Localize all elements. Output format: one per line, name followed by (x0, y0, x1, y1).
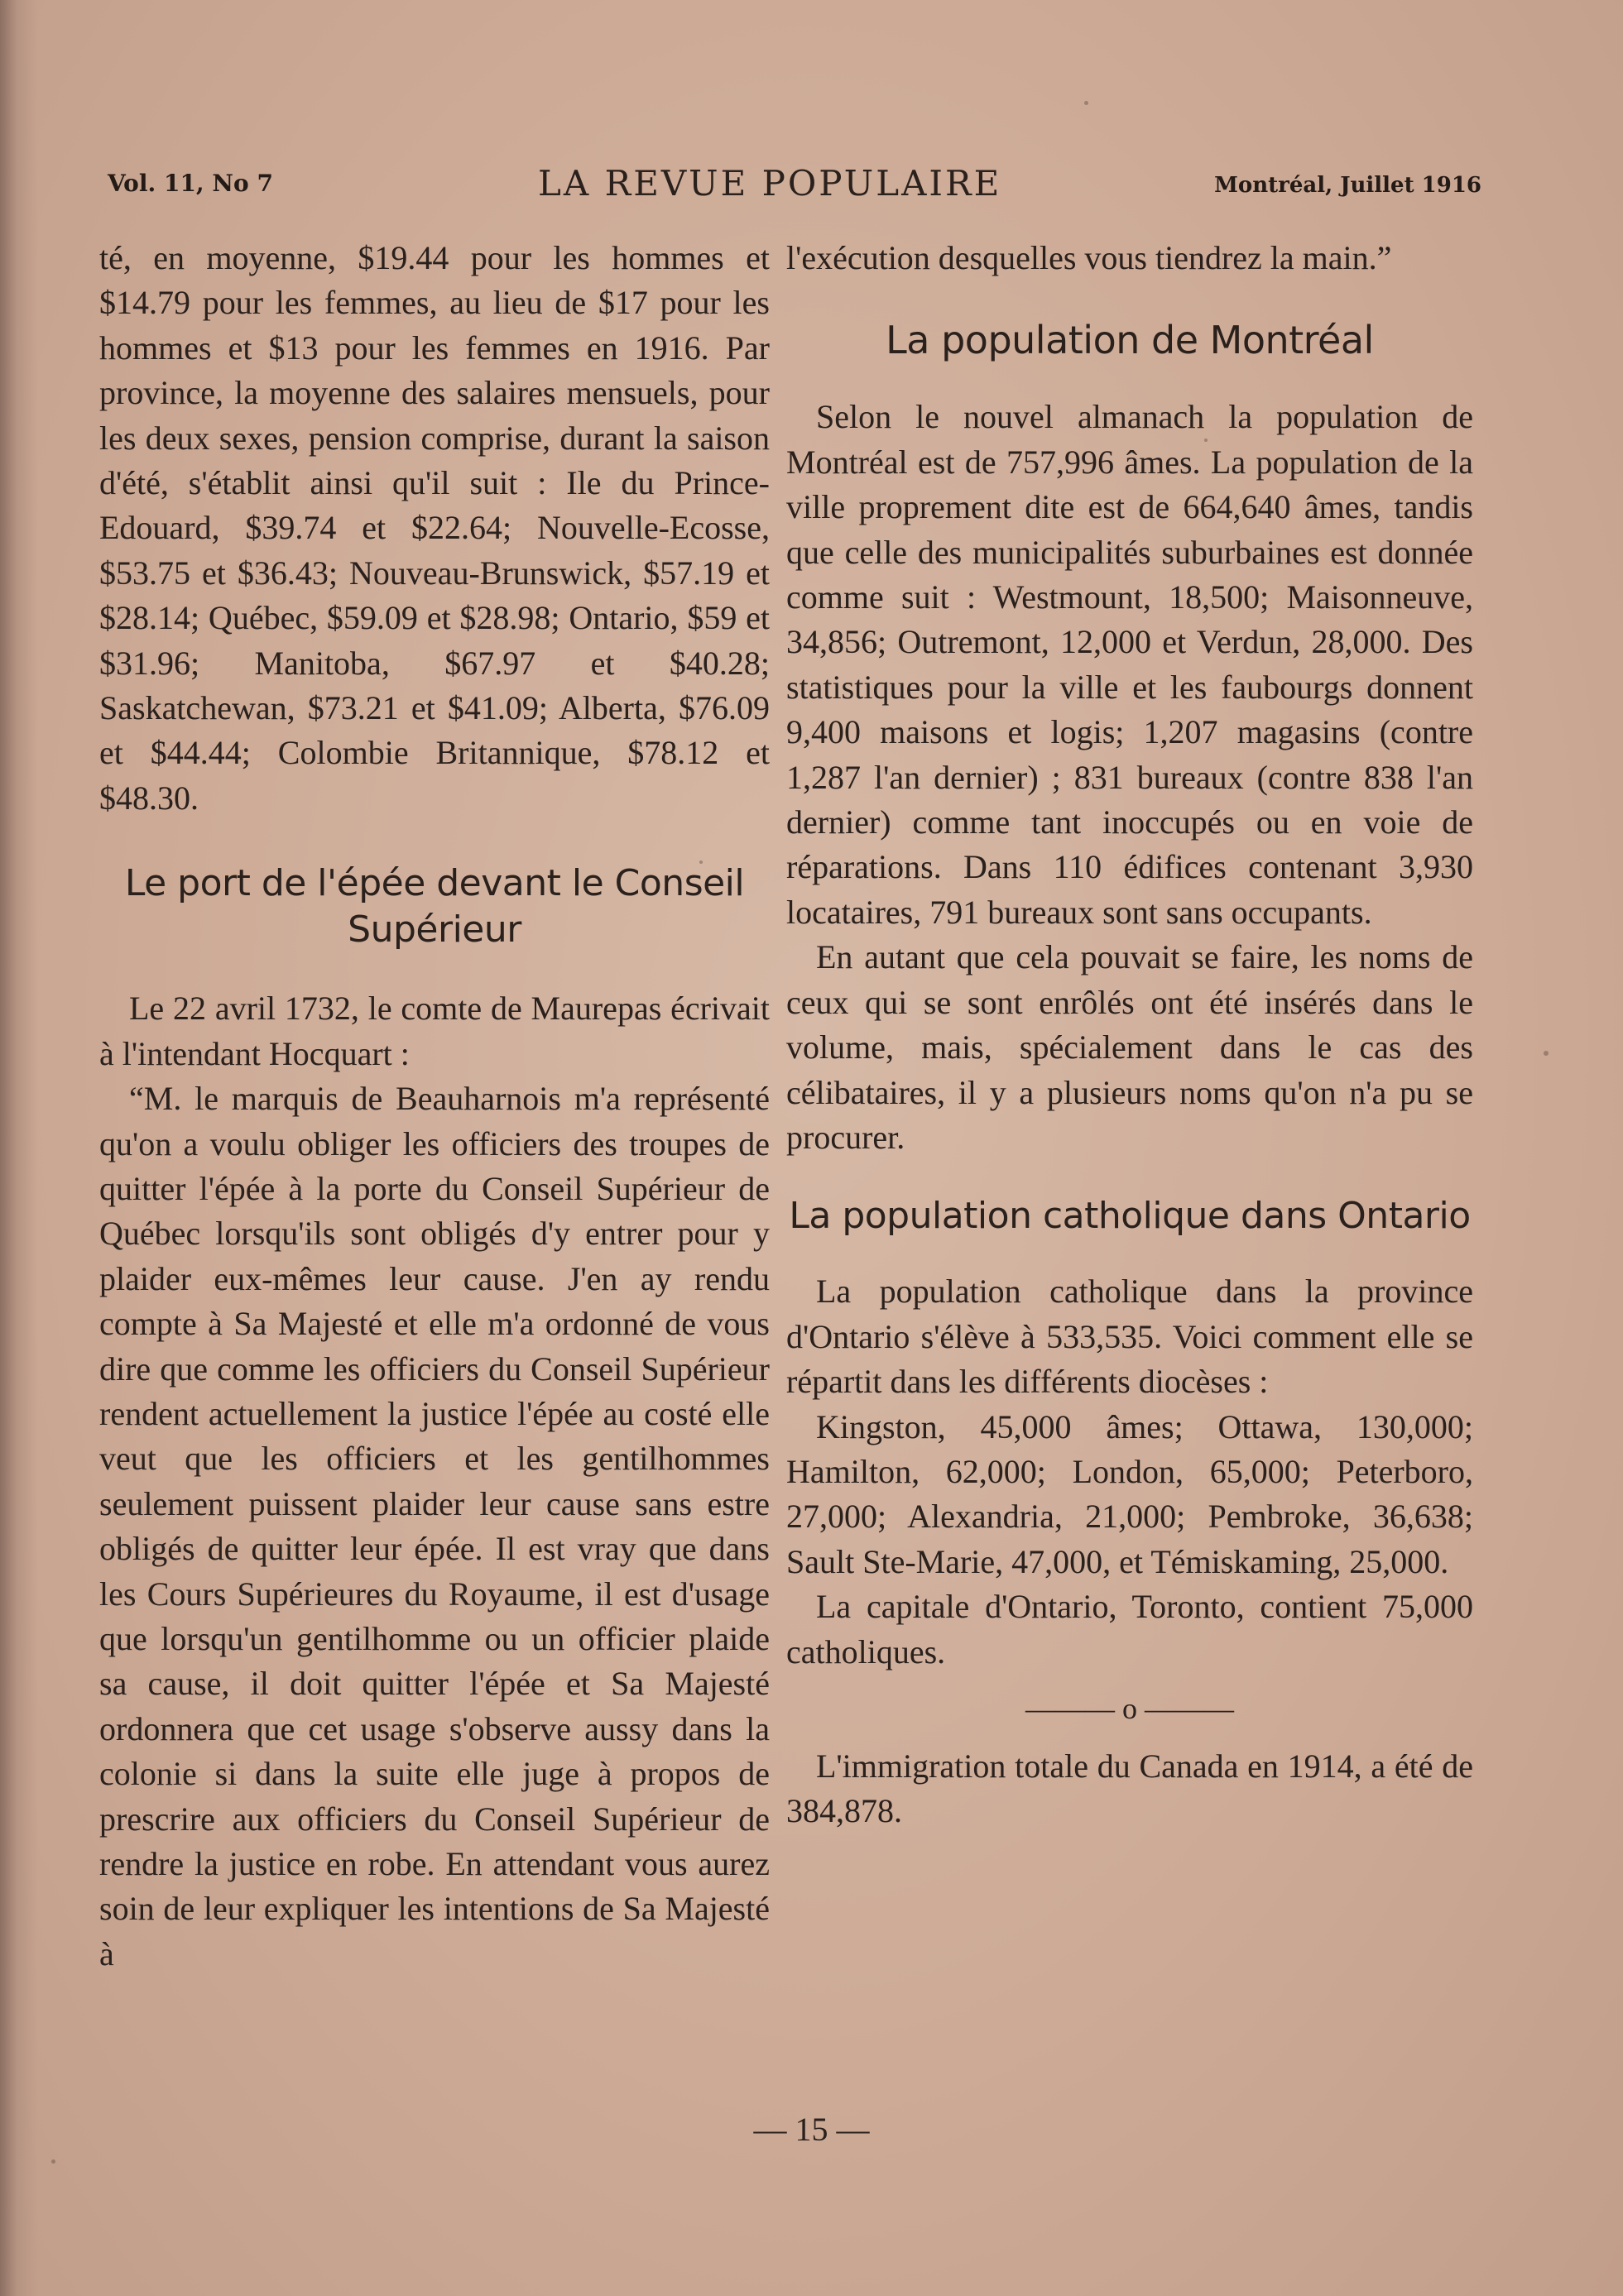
article-paragraph-1: Le 22 avril 1732, le comte de Maurepas écrivait à l'intendant Hocquart : (99, 990, 770, 1072)
speck (51, 2159, 55, 2164)
ontario-paragraph-1: La population catholique dans la province d'Ontario s'élève à 533,535. Voici comment elle se répartit dans les différents diocèses : (786, 1273, 1473, 1401)
article-paragraph-2: “M. le marquis de Beauharnois m'a représenté qu'on a voulu obliger les officiers des troupes de quitter l'épée à la porte du Conseil Supérieur de Québec lorsqu'ils sont obligés d'y entrer pour y plaider eux-mêmes leur cause. J'en ay rendu compte à Sa Majesté et elle m'a ordonné de vous dire que comme les officiers du Conseil Supérieur rendent actuellement la justice l'épée au costé elle veut que les officiers et les gentilhommes seulement puissent plaider leur cause sans estre obligés de quitter leur épée. Il est vray que dans les Cours Supérieures du Royaume, il est d'usage que lorsqu'un gentilhomme ou un officier plaide sa cause, il doit quitter l'épée et Sa Majesté ordonnera que cet usage s'observe aussy dans la colonie si dans la suite elle juge à propos de prescrire aux officiers du Conseil Supérieur de rendre la justice en robe. En attendant vous aurez soin de leur expliquer les intentions de Sa Majesté à (99, 1080, 770, 1972)
article-heading-line2: Supérieur (348, 908, 521, 951)
montreal-paragraph-1: Selon le nouvel almanach la population de Montréal est de 757,996 âmes. La population de la ville proprement dite est de 664,640 âmes, tandis que celle des municipalités suburbaines est donnée comme suit : Westmount, 18,500; Maisonneuve, 34,856; Outremont, 12,000 et Verdun, 28,000. Des statistiques pour la ville et les faubourgs donnent 9,400 maisons et logis; 1,207 magasins (contre 1,287 l'an dernier) ; 831 bureaux (contre 838 l'an dernier) comme tant inoccupés ou en voie de réparations. Dans 110 édifices contenant 3,930 locataires, 791 bureaux sont sans occupants. (786, 398, 1473, 931)
page-number: — 15 — (753, 2111, 870, 2148)
publication-title: LA REVUE POPULAIRE (538, 163, 1002, 204)
right-column (786, 236, 1473, 1834)
speck (1544, 1051, 1549, 1056)
montreal-paragraph-2: En autant que cela pouvait se faire, les noms de ceux qui se sont enrôlés ont été insérés dans le volume, mais, spécialement dans le cas des célibataires, il y a plusieurs noms qu'on n'a pu se procurer. (786, 938, 1473, 1156)
ontario-paragraph-3: La capitale d'Ontario, Toronto, contient 75,000 catholiques. (786, 1588, 1473, 1670)
page-left-edge (0, 0, 38, 2296)
article-heading-epee (99, 860, 770, 953)
speck (1084, 101, 1088, 105)
issue-date: Montréal, Juillet 1916 (1214, 173, 1481, 198)
running-header (108, 163, 1481, 219)
volume-number: Vol. 11, No 7 (108, 170, 273, 197)
immigration-paragraph: L'immigration totale du Canada en 1914, a été de 384,878. (786, 1747, 1473, 1830)
heading-montreal: La population de Montréal (886, 318, 1374, 363)
ontario-paragraph-2: Kingston, 45,000 âmes; Ottawa, 130,000; Hamilton, 62,000; London, 65,000; Peterboro, 27,000; Alexandria, 21,000; Pembroke, 36,638; Sault Ste-Marie, 47,000, et Témiskaming, 25,000. (786, 1407, 1473, 1580)
salary-paragraph: té, en moyenne, $19.44 pour les hommes et $14.79 pour les femmes, au lieu de $17 pour les hommes et $13 pour les femmes en 1916. Par province, la moyenne des salaires mensuels, pour les deux sexes, pension comprise, durant la saison d'été, s'établit ainsi qu'il suit : Ile du Prince-Edouard, $39.74 et $22.64; Nouvelle-Ecosse, $53.75 et $36.43; Nouveau-Brunswick, $57.19 et $28.14; Québec, $59.09 et $28.98; Ontario, $59 et $31.96; Manitoba, $67.97 et $40.28; Saskatchewan, $73.21 et $41.09; Alberta, $76.09 et $44.44; Colombie Britannique, $78.12 et $48.30. (99, 239, 770, 817)
left-column (99, 236, 770, 1977)
section-separator: ——— o ——— (1025, 1691, 1234, 1725)
article-heading-line1: Le port de l'épée devant le Conseil (124, 862, 745, 905)
letter-continuation: l'exécution desquelles vous tiendrez la main.” (786, 239, 1392, 276)
heading-ontario: La population catholique dans Ontario (789, 1195, 1471, 1238)
